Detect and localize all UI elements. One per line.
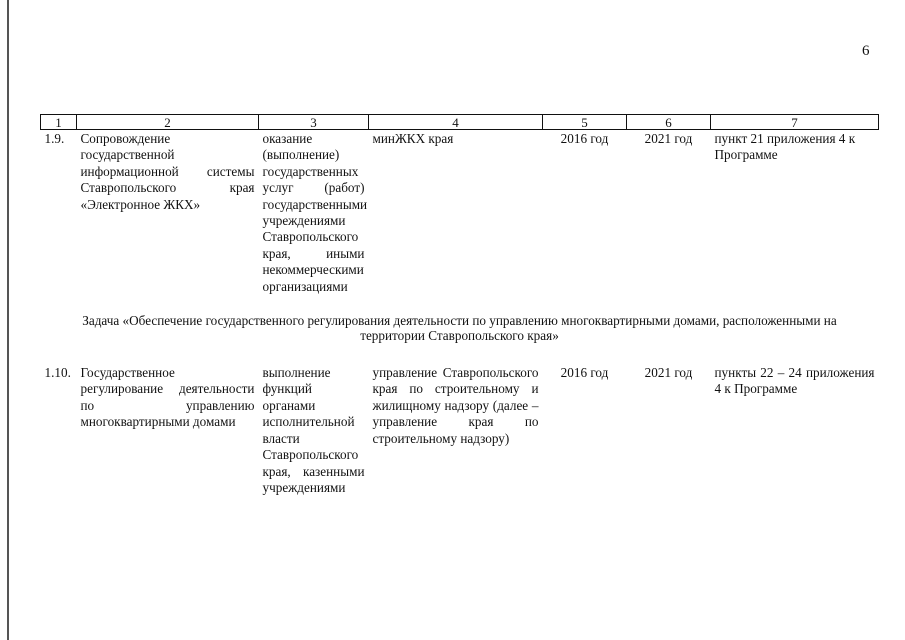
row-number: 1.9. <box>44 131 65 146</box>
row-name: Государственное регулирование деятельности по управлению многоквартирными домами <box>80 365 255 430</box>
row-form: выполнение функций органами исполнительной власти Ставропольского края, казенными учреждениями <box>262 365 365 495</box>
row-executor: минЖКХ края <box>372 131 454 146</box>
row-start: 2016 год <box>560 131 609 146</box>
header-col-6: 6 <box>627 115 711 130</box>
program-table <box>40 114 879 496</box>
header-col-3: 3 <box>259 115 369 130</box>
page-number: 6 <box>862 43 870 59</box>
row-executor: управление Ставропольского края по строительному и жилищному надзору (далее – управление края по строительному надзору) <box>372 365 539 446</box>
row-reference: пункт 21 приложения 4 к Программе <box>714 131 856 163</box>
scan-edge-line <box>7 0 9 640</box>
row-name: Сопровождение государственной информационной системы Ставропольского края «Электронное ЖКХ» <box>80 131 255 212</box>
table-row <box>41 365 879 496</box>
task-heading-row <box>41 295 879 365</box>
row-end: 2021 год <box>644 365 693 381</box>
row-reference: пункты 22 – 24 приложения 4 к Программе <box>714 365 875 397</box>
table-row <box>41 130 879 296</box>
header-col-1: 1 <box>41 115 77 130</box>
row-start: 2016 год <box>560 365 609 381</box>
header-col-7: 7 <box>711 115 879 130</box>
header-col-5: 5 <box>543 115 627 130</box>
header-row <box>41 115 879 130</box>
row-end: 2021 год <box>644 131 693 146</box>
row-number: 1.10. <box>44 365 71 381</box>
header-col-4: 4 <box>369 115 543 130</box>
task-heading: Задача «Обеспечение государственного регулирования деятельности по управлению многоквартирными домами, расположенными на территории Ставропольского края» <box>82 313 837 344</box>
header-col-2: 2 <box>77 115 259 130</box>
row-form: оказание (выполнение) государственных услуг (работ) государственными учреждениями Ставропольского края, иными некоммерческими организациями <box>262 131 368 294</box>
